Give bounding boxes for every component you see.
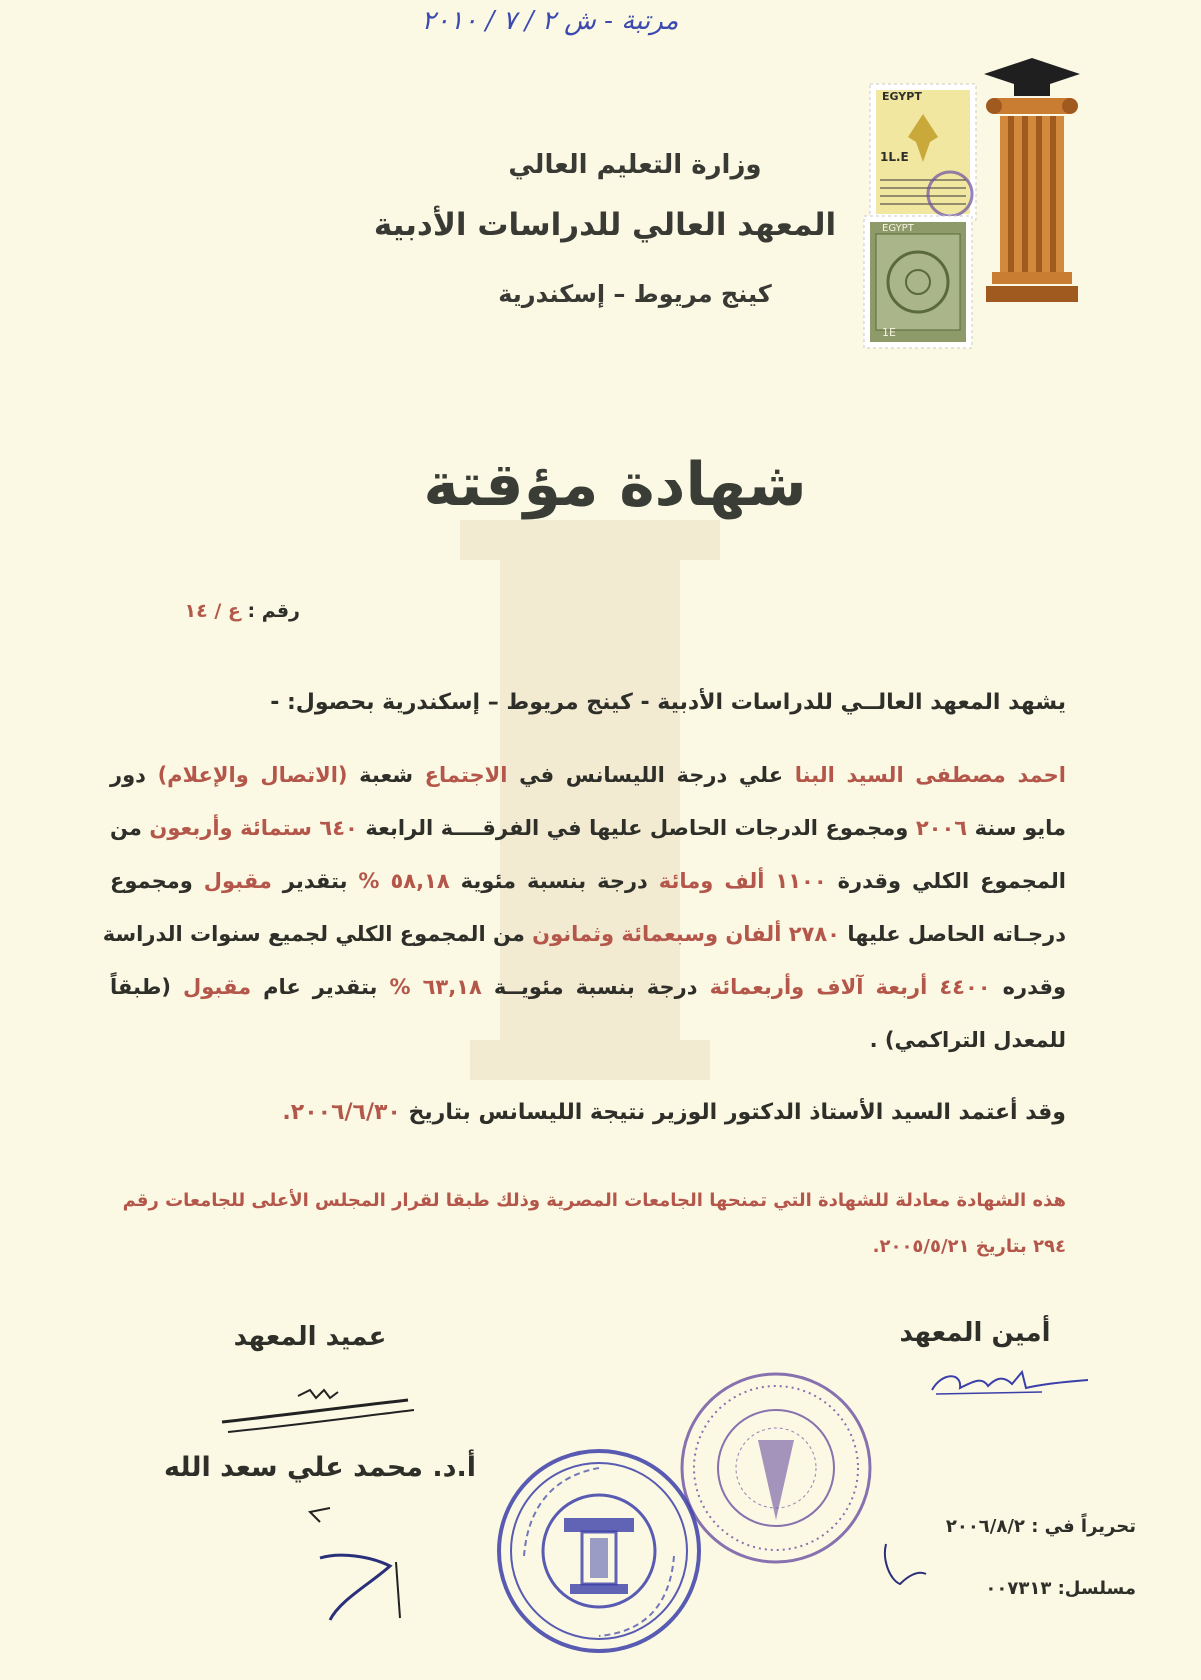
body-text: ومجموع الدرجات الحاصل عليها في الفرقــــة الرابعة	[365, 816, 909, 840]
serial-label: مسلسل:	[1057, 1578, 1136, 1599]
body-text: من	[110, 816, 142, 840]
reference-value: ع / ١٤	[184, 600, 241, 622]
secretary-title: أمين المعهد	[899, 1318, 1051, 1348]
overall-grade: مقبول	[183, 975, 252, 999]
serial-value: ٠٠٧٣١٣	[985, 1578, 1052, 1599]
approval-line	[200, 1100, 1066, 1125]
final-year-grade: مقبول	[203, 869, 272, 893]
dean-name: أ.د. محمد علي سعد الله	[163, 1452, 477, 1483]
stamp2-country: EGYPT	[882, 223, 914, 234]
body-line-2	[110, 816, 1066, 840]
cumulative-total: ٤٤٠٠ أربعة آلاف وأربعمائة	[709, 975, 991, 999]
body-text: درجـاته الحاصل عليها	[847, 922, 1066, 946]
institute-name: المعهد العالي للدراسات الأدبية	[373, 207, 837, 243]
body-text: شعبة	[359, 763, 413, 787]
revenue-stamp-2	[862, 214, 974, 350]
equivalence-line-2: ٢٩٤ بتاريخ ٢٠٠٥/٥/٢١.	[872, 1236, 1066, 1257]
secretary-signature	[922, 1362, 1092, 1402]
serial-number	[930, 1578, 1136, 1599]
student-name: احمد مصطفى السيد البنا	[794, 763, 1066, 787]
body-text: وقدره	[1002, 975, 1067, 999]
body-line-3	[110, 869, 1066, 893]
institute-seal-blue	[494, 1446, 704, 1656]
body-text: ومجموع	[110, 869, 193, 893]
certificate-title: شهادة مؤقتة	[423, 450, 807, 520]
approval-date: ٢٠٠٦/٦/٣٠.	[282, 1100, 401, 1125]
body-line-1	[110, 763, 1066, 787]
ministry-name: وزارة التعليم العالي	[508, 150, 762, 180]
body-line-6: للمعدل التراكمي) .	[869, 1028, 1066, 1052]
handwritten-note: مرتبة - ش ٢ / ٧ / ٢٠١٠	[421, 6, 679, 36]
degree-field: الاجتماع	[424, 763, 508, 787]
handwritten-mark	[300, 1500, 440, 1630]
body-text: درجة بنسبة مئوية	[460, 869, 648, 893]
dean-signature	[218, 1386, 418, 1436]
revenue-stamp-1	[868, 82, 978, 222]
body-text: من المجموع الكلي لجميع سنوات الدراسة	[102, 922, 525, 946]
body-line-4	[102, 922, 1066, 946]
degree-branch: (الاتصال والإعلام)	[157, 763, 348, 787]
final-year-score: ٦٤٠ ستمائة وأربعون	[149, 816, 358, 840]
institute-location: كينج مريوط – إسكندرية	[498, 280, 772, 308]
cumulative-score: ٢٧٨٠ ألفان وسبعمائة وثمانون	[532, 922, 840, 946]
issue-date-label: تحريراً في :	[1031, 1516, 1136, 1537]
institute-seal-purple	[678, 1370, 874, 1566]
issue-date-value: ٢٠٠٦/٨/٢	[945, 1516, 1025, 1537]
dean-title: عميد المعهد	[233, 1322, 387, 1352]
final-year-percentage: ٥٨,١٨ %	[358, 869, 450, 893]
handwritten-initial	[880, 1540, 930, 1590]
reference-label: رقم :	[247, 600, 300, 622]
body-text: دور	[110, 763, 146, 787]
cumulative-percentage: ٦٣,١٨ %	[389, 975, 482, 999]
intro-line: يشهد المعهد العالــي للدراسات الأدبية - كينج مريوط – إسكندرية بحصول: -	[270, 690, 1066, 715]
reference-number	[160, 600, 300, 622]
issue-date	[900, 1516, 1136, 1537]
body-text: المجموع الكلي وقدرة	[837, 869, 1066, 893]
stamp1-country: EGYPT	[882, 90, 922, 103]
body-text: مايو سنة	[974, 816, 1067, 840]
column-logo	[984, 58, 1080, 304]
final-year-total: ١١٠٠ ألف ومائة	[658, 869, 827, 893]
body-text: بتقدير عام	[263, 975, 378, 999]
body-text: بتقدير	[282, 869, 348, 893]
body-line-5	[110, 975, 1066, 999]
body-text: علي درجة الليسانس في	[519, 763, 784, 787]
body-text: (طبقاً	[110, 975, 171, 999]
graduation-year: ٢٠٠٦	[915, 816, 968, 840]
approval-text: وقد أعتمد السيد الأستاذ الدكتور الوزير نتيجة الليسانس بتاريخ	[408, 1100, 1066, 1125]
stamp2-value: 1E	[882, 326, 896, 339]
body-text: درجة بنسبة مئويــة	[493, 975, 698, 999]
equivalence-line-1: هذه الشهادة معادلة للشهادة التي تمنحها الجامعات المصرية وذلك طبقا لقرار المجلس الأعلى للجامعات رقم	[122, 1190, 1066, 1211]
stamp1-value: 1L.E	[880, 150, 909, 164]
